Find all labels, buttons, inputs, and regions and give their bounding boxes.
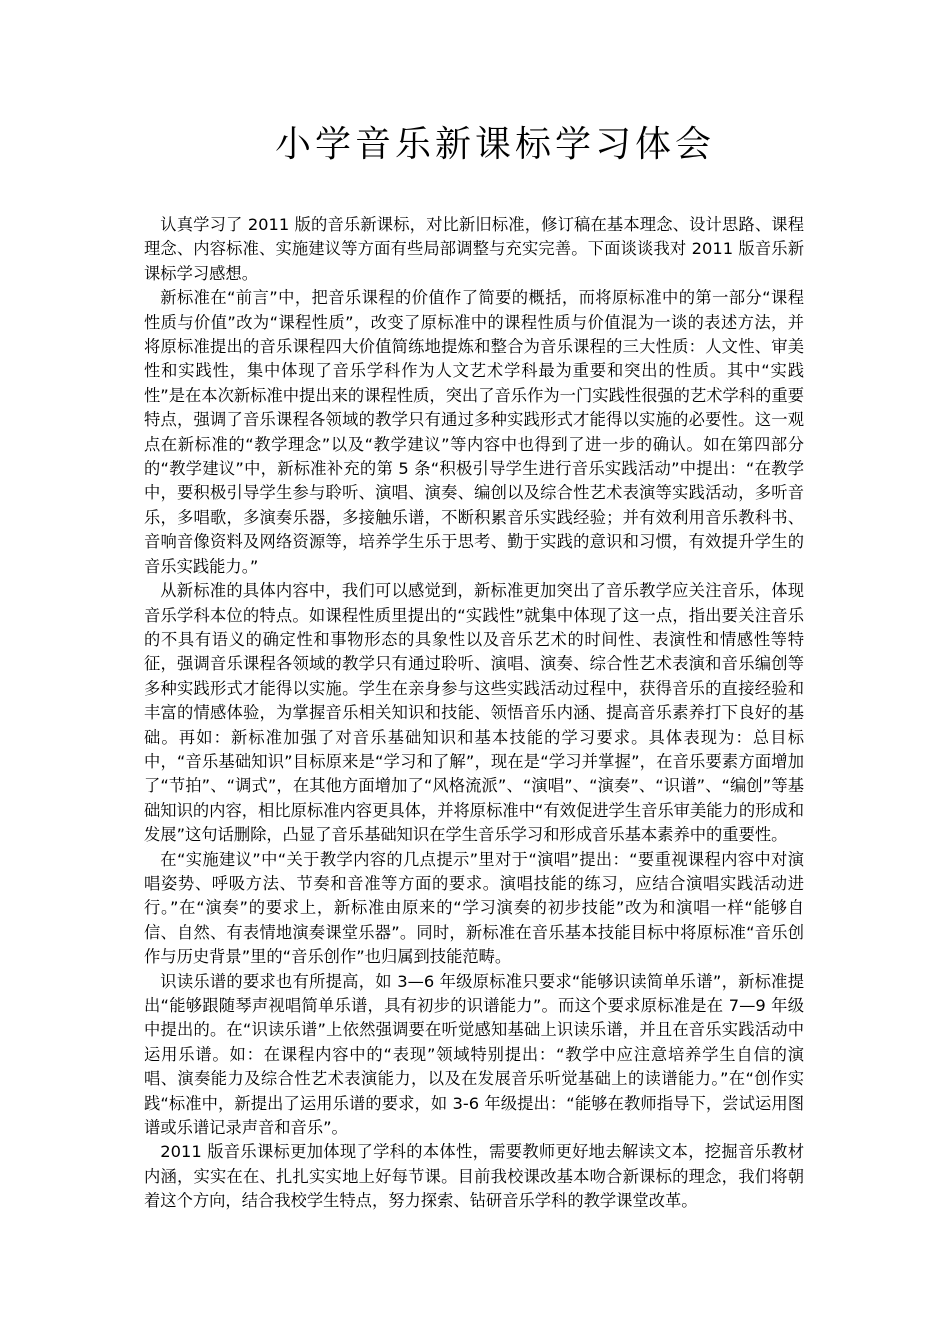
page-title: 小学音乐新课标学习体会 (274, 124, 715, 165)
paragraph-intro: 认真学习了 2011 版的音乐新课标，对比新旧标准，修订稿在基本理念、设计思路、课程理念、内容标准、实施建议等方面有些局部调整与充实完善。下面谈谈我对 2011 版音乐新课标学习感想。 (144, 215, 804, 283)
paragraph-course-nature: 新标准在“前言”中，把音乐课程的价值作了简要的概括，而将原标准中的第一部分“课程性质与价值”改为“课程性质”，改变了原标准中的课程性质与价值混为一谈的表述方法，并将原标准提出的音乐课程四大价值简练地提炼和整合为音乐课程的三大性质：人文性、审美性和实践性，集中体现了音乐学科作为人文艺术学科最为重要和突出的性质。其中“实践性”是在本次新标准中提出来的课程性质，突出了音乐作为一门实践性很强的艺术学科的重要特点，强调了音乐课程各领域的教学只有通过多种实践形式才能得以实施的必要性。这一观点在新标准的“教学理念”以及“教学建议”等内容中也得到了进一步的确认。如在第四部分的“教学建议”中，新标准补充的第 5 条“积极引导学生进行音乐实践活动”中提出：“在教学中，要积极引导学生参与聆听、演唱、演奏、编创以及综合性艺术表演等实践活动，多听音乐，多唱歌，多演奏乐器，多接触乐谱，不断积累音乐实践经验；并有效利用音乐教科书、音响音像资料及网络资源等，培养学生乐于思考、勤于实践的意识和习惯，有效提升学生的音乐实践能力。” (144, 288, 804, 576)
document-body (144, 213, 804, 1214)
paragraph-discipline-focus: 从新标准的具体内容中，我们可以感觉到，新标准更加突出了音乐教学应关注音乐，体现音乐学科本位的特点。如课程性质里提出的“实践性”就集中体现了这一点，指出要关注音乐的不具有语义的确定性和事物形态的具象性以及音乐艺术的时间性、表演性和情感性等特征，强调音乐课程各领域的教学只有通过聆听、演唱、演奏、综合性艺术表演和音乐编创等多种实践形式才能得以实施。学生在亲身参与这些实践活动过程中，获得音乐的直接经验和丰富的情感体验，为掌握音乐相关知识和技能、领悟音乐内涵、提高音乐素养打下良好的基础。再如：新标准加强了对音乐基础知识和基本技能的学习要求。具体表现为：总目标中，“音乐基础知识”目标原来是“学习和了解”，现在是“学习并掌握”，在音乐要素方面增加了“节拍”、“调式”，在其他方面增加了“风格流派”、“演唱”、“演奏”、“识谱”、“编创”等基础知识的内容，相比原标准内容更具体，并将原标准中“有效促进学生音乐审美能力的形成和发展”这句话删除，凸显了音乐基础知识在学生音乐学习和形成音乐基本素养中的重要性。 (144, 581, 804, 845)
paragraph-implementation: 在“实施建议”中“关于教学内容的几点提示”里对于“演唱”提出：“要重视课程内容中对演唱姿势、呼吸方法、节奏和音准等方面的要求。演唱技能的练习，应结合演唱实践活动进行。”在“演奏”的要求上，新标准由原来的“学习演奏的初步技能”改为和演唱一样“能够自信、自然、有表情地演奏课堂乐器”。同时，新标准在音乐基本技能目标中将原标准“音乐创作与历史背景”里的“音乐创作”也归属到技能范畴。 (144, 849, 804, 967)
paragraph-conclusion: 2011 版音乐课标更加体现了学科的本体性，需要教师更好地去解读文本，挖掘音乐教材内涵，实实在在、扎扎实实地上好每节课。目前我校课改基本吻合新课标的理念，我们将朝着这个方向，结合我校学生特点，努力探索、钻研音乐学科的教学课堂改革。 (144, 1142, 804, 1211)
paragraph-score-reading: 识读乐谱的要求也有所提高，如 3—6 年级原标准只要求“能够识读简单乐谱”，新标准提出“能够跟随琴声视唱简单乐谱，具有初步的识谱能力”。而这个要求原标准是在 7—9 年级中提出的。在“识读乐谱”上依然强调要在听觉感知基础上识读乐谱，并且在音乐实践活动中运用乐谱。如：在课程内容中的“表现”领域特别提出：“教学中应注意培养学生自信的演唱、演奏能力及综合性艺术表演能力，以及在发展音乐听觉基础上的读谱能力。”在“创作实践“标准中，新提出了运用乐谱的要求，如 3-6 年级提出：“能够在教师指导下，尝试运用图谱或乐谱记录声音和音乐”。 (144, 971, 804, 1138)
